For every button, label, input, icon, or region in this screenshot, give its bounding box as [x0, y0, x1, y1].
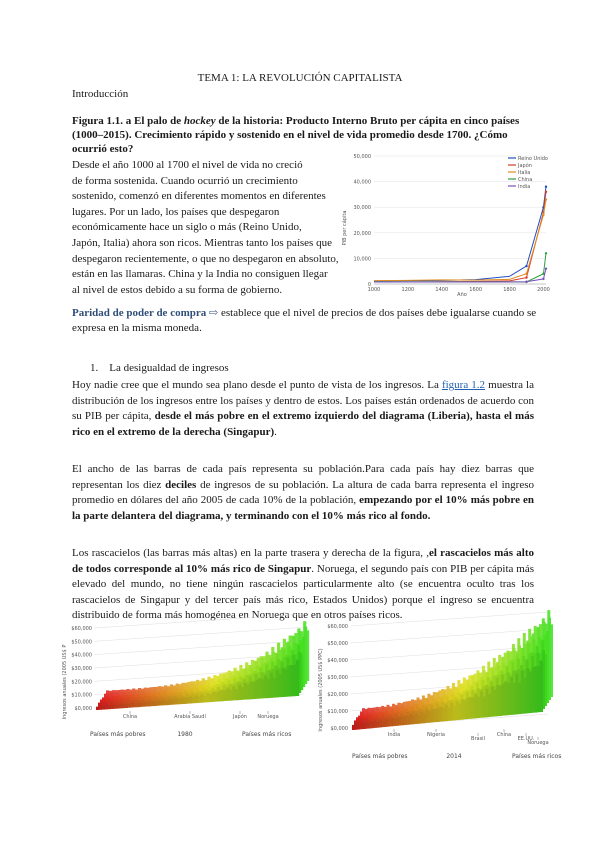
- gridline: [94, 627, 304, 641]
- income-bar: [363, 723, 366, 729]
- income-bar: [99, 705, 102, 710]
- chart-title: 2014: [446, 753, 462, 760]
- country-label: Noruega: [527, 740, 549, 746]
- income-bar: [393, 719, 396, 726]
- income-bar: [197, 696, 200, 703]
- income-bar: [171, 700, 174, 705]
- section-title: La desigualdad de ingresos: [109, 362, 229, 374]
- legend-label: Italia: [518, 170, 531, 176]
- chart-title: 1980: [177, 731, 193, 738]
- intro-paragraph: [72, 158, 362, 298]
- chart-country-labels: [388, 729, 549, 746]
- intro-line: lugares. Por un lado, los países que despegaron: [72, 205, 280, 218]
- intro-line: de forma sostenida. Cuando ocurrió un crecimiento: [72, 174, 298, 187]
- income-bar: [163, 700, 166, 706]
- income-bar: [102, 706, 105, 710]
- p3-text-b: . Noruega, el segundo país con PIB per cápita más elevado del mundo, no tiene ningún rascacielos particularmente alto (se encuentra oculto tras los rascacielos de Singapur y del tercer país más rico, Estados Unidos) porque el ingreso se encuentra distribuido de forma más homogénea en Noruega que en otros países ricos.: [72, 562, 534, 621]
- y-tick-label: $50,000: [71, 639, 92, 646]
- chart-x-label-left: Países más pobres: [90, 731, 146, 738]
- income-bar: [192, 697, 195, 704]
- chart-country-labels: [123, 711, 279, 720]
- country-label: China: [122, 714, 138, 720]
- income-bar: [428, 711, 431, 722]
- income-bar: [116, 704, 119, 708]
- income-bar: [540, 661, 543, 712]
- figure-1-2-link[interactable]: figura 1.2: [441, 379, 486, 391]
- data-point: [542, 214, 544, 216]
- income-bar: [203, 696, 206, 703]
- income-bar: [439, 707, 442, 722]
- income-bar: [374, 721, 377, 728]
- ppp-term: Paridad de poder de compra: [72, 307, 207, 319]
- income-bar: [390, 718, 393, 726]
- income-bar: [488, 694, 491, 717]
- income-bar: [458, 703, 461, 720]
- income-bar: [461, 699, 464, 719]
- income-bar: [513, 683, 516, 715]
- income-bar: [267, 679, 270, 698]
- income-bar: [507, 683, 510, 715]
- p1-text-c: .: [274, 425, 277, 438]
- income-bar: [491, 687, 494, 717]
- income-bar: [401, 717, 404, 726]
- income-bar: [195, 695, 198, 703]
- income-bar: [537, 666, 540, 712]
- income-bar: [264, 676, 267, 699]
- chart-x-label-left: Países más pobres: [352, 753, 408, 760]
- income-bar: [235, 689, 238, 700]
- income-bar: [125, 703, 128, 708]
- country-label: China: [496, 732, 512, 738]
- income-bar: [423, 714, 426, 724]
- p3-bold: el rascacielos más alto de todos corresponde al 10% más rico de Singapur: [72, 547, 534, 575]
- income-bar: [148, 702, 151, 707]
- chart-y-label: Ingresos anuales (2005 US$ PPC): [318, 648, 324, 732]
- income-bar: [483, 697, 486, 718]
- y-tick-label: $40,000: [71, 652, 92, 659]
- income-bar: [177, 699, 180, 705]
- income-bar: [516, 674, 519, 715]
- legend-label: Japón: [518, 163, 532, 169]
- y-tick-label: 20,000: [353, 230, 371, 237]
- section-number: 1.: [90, 362, 99, 374]
- income-bar: [183, 698, 186, 704]
- income-bar: [496, 685, 499, 716]
- income-bar: [450, 703, 453, 721]
- income-distribution-1980-chart: [60, 626, 310, 742]
- data-point: [545, 252, 547, 254]
- income-bar: [229, 690, 232, 701]
- income-bar: [379, 720, 382, 728]
- income-bar: [169, 699, 172, 705]
- intro-line: Japón, Italia) ahora son ricos. Mientras tanto los países que: [72, 236, 332, 249]
- chart-y-label: Ingresos anuales (2005 US$ P: [62, 644, 68, 720]
- income-bar: [453, 706, 456, 720]
- income-bar: [261, 679, 264, 698]
- paragraph-1: [72, 378, 534, 440]
- y-tick-label: 40,000: [353, 179, 371, 186]
- intro-line: al nivel de estos debido a su forma de gobierno.: [72, 283, 283, 296]
- y-tick-label: $0,000: [74, 706, 92, 712]
- income-bar: [415, 713, 418, 724]
- income-bar: [387, 720, 390, 726]
- chart-y-label: PIB per cápita: [342, 210, 348, 246]
- income-bar: [366, 722, 369, 729]
- p2-text-a: El ancho de las barras de cada país representa su población.Para cada país hay diez barras que representan los diez: [72, 463, 534, 491]
- y-tick-label: $20,000: [71, 679, 92, 686]
- country-label: Japón: [233, 714, 247, 720]
- income-bar: [407, 716, 410, 725]
- income-bar: [258, 679, 261, 699]
- data-point: [545, 198, 547, 200]
- data-point: [545, 267, 547, 269]
- y-tick-label: 10,000: [353, 256, 371, 263]
- income-bar: [445, 705, 448, 721]
- income-bar: [404, 716, 407, 725]
- data-point: [525, 276, 527, 278]
- income-bar: [180, 698, 183, 704]
- income-bar: [466, 698, 469, 719]
- income-bar: [108, 705, 111, 709]
- chart-bars: [352, 610, 553, 730]
- income-bar: [142, 702, 145, 707]
- income-bar: [96, 707, 99, 710]
- y-tick-label: 0: [367, 282, 371, 288]
- y-tick-label: $10,000: [327, 709, 348, 715]
- income-bar: [232, 687, 235, 701]
- figure-caption-label: Figura 1.1. a El palo de: [72, 115, 184, 127]
- intro-line: despegaron recientemente, o que no despegaron en absoluto,: [72, 252, 339, 265]
- income-bar: [518, 683, 521, 714]
- income-bar: [282, 668, 285, 697]
- income-bar: [409, 715, 412, 725]
- income-bar: [174, 698, 177, 704]
- y-tick-label: $30,000: [71, 666, 92, 672]
- income-bar: [287, 666, 290, 697]
- income-bar: [224, 690, 227, 701]
- p2-bold-deciles: deciles: [165, 478, 197, 491]
- x-tick-label: 1200: [401, 287, 415, 293]
- income-bar: [113, 705, 116, 709]
- intro-line: sostenido, comenzó en diferentes momentos en diferentes: [72, 190, 326, 203]
- x-tick-label: 1400: [435, 287, 449, 293]
- y-tick-label: $20,000: [327, 692, 348, 698]
- income-bar: [273, 678, 276, 698]
- x-tick-label: 1600: [469, 287, 483, 293]
- income-bar: [253, 682, 256, 700]
- country-label: EE.UU.: [517, 736, 535, 742]
- y-tick-label: 50,000: [353, 154, 371, 160]
- income-bar: [166, 701, 169, 705]
- legend-label: China: [518, 177, 533, 183]
- income-bar: [244, 683, 247, 700]
- income-bar: [134, 704, 137, 708]
- data-point: [525, 280, 527, 282]
- chart-x-label-right: Países más ricos: [242, 731, 292, 738]
- income-bar: [247, 685, 250, 700]
- income-bar: [521, 671, 524, 714]
- income-bar: [396, 717, 399, 726]
- x-tick-label: 1800: [503, 287, 516, 293]
- chart-y-ticks: [327, 624, 348, 732]
- x-tick-label: 1000: [367, 287, 381, 293]
- income-bar: [111, 705, 114, 709]
- data-point: [542, 278, 544, 280]
- country-label: Arabia Saudí: [174, 714, 206, 720]
- figure-caption-italic: hockey: [183, 115, 216, 127]
- income-bar: [279, 674, 282, 697]
- ppp-text: establece que el nivel de precios de dos países debe igualarse cuando se expresa en la misma moneda.: [72, 307, 537, 334]
- income-bar: [437, 709, 440, 723]
- income-bar: [186, 697, 189, 703]
- intro-line: Desde el año 1000 al 1700 el nivel de vida no creció: [72, 159, 303, 171]
- income-bar: [426, 710, 429, 723]
- data-point: [525, 273, 527, 275]
- income-bar: [209, 694, 212, 702]
- income-bar: [434, 709, 437, 722]
- income-bar: [154, 701, 157, 706]
- income-bar: [477, 697, 480, 718]
- income-bar: [417, 715, 420, 724]
- income-bar: [371, 722, 374, 729]
- intro-heading: Introducción: [72, 88, 129, 100]
- paragraph-2: [72, 462, 534, 524]
- income-bar: [151, 701, 154, 706]
- income-bar: [221, 690, 224, 701]
- country-label: Brasil: [471, 736, 485, 742]
- income-bar: [226, 688, 229, 700]
- income-bar: [122, 704, 125, 708]
- income-bar: [398, 718, 401, 726]
- income-bar: [290, 665, 293, 696]
- income-bar: [128, 704, 131, 708]
- income-bar: [447, 707, 450, 721]
- income-bar: [212, 692, 215, 702]
- figure-caption-rest: de la historia: Producto Interno Bruto per cápita en cinco países (1000–2015). Crecimiento rápido y sostenido en el nivel de vida promedio desde 1700. ¿Cómo ocurrió esto?: [72, 115, 520, 155]
- income-bar: [238, 685, 241, 700]
- income-bar: [494, 690, 497, 717]
- intro-line: económicamente hace un siglo o más (Reino Unido,: [72, 221, 302, 234]
- y-tick-label: $0,000: [330, 726, 348, 732]
- p1-bold: desde el más pobre en el extremo izquierdo del diagrama (Liberia), hasta el más rico en el extremo de la derecha (Singapur): [72, 410, 535, 438]
- income-bar: [145, 702, 148, 706]
- income-bar: [218, 691, 221, 702]
- intro-line: están en las llamaras. China y la India no consiguen llegar: [72, 268, 328, 281]
- income-bar: [160, 701, 163, 705]
- y-tick-label: $50,000: [327, 641, 348, 647]
- hockey-stick-chart: [340, 148, 554, 298]
- income-distribution-2014-chart: [316, 624, 562, 764]
- income-bar: [200, 694, 203, 703]
- p1-text-a: Hoy nadie cree que el mundo sea plano desde el punto de vista de los ingresos. La: [72, 379, 442, 391]
- p2-bold: empezando por el 10% más pobre en la parte delantera del diagrama, y terminando con el 10% más rico al fondo.: [72, 494, 534, 522]
- chart-x-label: Año: [457, 292, 467, 298]
- income-bar: [255, 680, 258, 699]
- income-bar: [276, 670, 279, 697]
- income-bar: [382, 721, 385, 727]
- income-bar: [206, 693, 209, 702]
- legend-label: India: [518, 184, 531, 190]
- income-bar: [524, 677, 527, 713]
- income-bar: [189, 697, 192, 704]
- income-bar: [352, 725, 355, 730]
- p1-text-b: muestra la distribución de los ingresos entre los países y dentro de estos. Los países están ordenados de acuerdo con su PIB per cápita,: [72, 379, 534, 422]
- y-tick-label: $60,000: [327, 624, 348, 630]
- income-bar: [215, 692, 218, 701]
- income-bar: [284, 670, 287, 697]
- income-bar: [532, 667, 535, 713]
- income-bar: [296, 660, 299, 696]
- x-tick-label: 2000: [537, 287, 550, 293]
- data-point: [545, 191, 547, 193]
- income-bar: [431, 709, 434, 722]
- y-tick-label: $10,000: [71, 692, 92, 699]
- y-tick-label: $40,000: [327, 658, 348, 664]
- income-bar: [469, 697, 472, 719]
- income-bar: [535, 666, 538, 712]
- p3-text-a: Los rascacielos (las barras más altas) en la parte trasera y derecha de la figura, ,: [72, 547, 429, 559]
- income-bar: [137, 702, 140, 707]
- country-label: Noruega: [257, 714, 279, 720]
- income-bar: [385, 719, 388, 727]
- income-bar: [486, 689, 489, 718]
- income-bar: [250, 682, 253, 700]
- income-bar: [131, 703, 134, 708]
- p2-text-b: de ingresos de su población. La altura de cada barra representa el ingreso promedio en dólares del año 2005 de cada 10% de la población,: [72, 478, 534, 506]
- y-tick-label: $60,000: [71, 626, 92, 632]
- section-heading: [90, 362, 229, 374]
- income-bar: [360, 722, 363, 729]
- chart-x-label-right: Países más ricos: [512, 753, 562, 760]
- income-bar: [472, 697, 475, 718]
- income-bar: [241, 687, 244, 700]
- data-point: [525, 265, 527, 267]
- y-tick-label: $30,000: [327, 675, 348, 681]
- income-bar: [502, 684, 505, 716]
- arrow-right-icon: ⇨: [206, 307, 221, 319]
- income-bar: [293, 665, 296, 697]
- income-bar: [505, 681, 508, 715]
- income-bar: [529, 672, 532, 713]
- income-bar: [499, 685, 502, 716]
- income-bar: [157, 701, 160, 706]
- data-point: [545, 186, 547, 188]
- income-bar: [480, 691, 483, 718]
- income-bar: [464, 700, 467, 719]
- legend-label: Reino Unido: [518, 156, 548, 162]
- income-bar: [510, 677, 513, 715]
- income-bar: [355, 723, 358, 730]
- income-bar: [119, 704, 122, 709]
- income-bar: [456, 701, 459, 720]
- chart-y-ticks: [71, 626, 92, 712]
- paragraph-3: [72, 546, 534, 624]
- income-bar: [526, 668, 529, 713]
- y-tick-label: 30,000: [353, 205, 371, 212]
- income-bar: [270, 673, 273, 698]
- income-bar: [412, 716, 415, 725]
- country-label: India: [387, 732, 401, 738]
- income-bar: [105, 705, 108, 710]
- income-bar: [475, 694, 478, 718]
- document-title: TEMA 1: LA REVOLUCIÓN CAPITALISTA: [197, 72, 403, 84]
- income-bar: [420, 712, 423, 724]
- country-label: Nigeria: [427, 732, 445, 738]
- income-bar: [357, 724, 360, 730]
- ppp-definition: [72, 306, 542, 336]
- income-bar: [377, 721, 380, 727]
- income-bar: [442, 708, 445, 722]
- income-bar: [368, 722, 371, 729]
- income-bar: [140, 703, 143, 707]
